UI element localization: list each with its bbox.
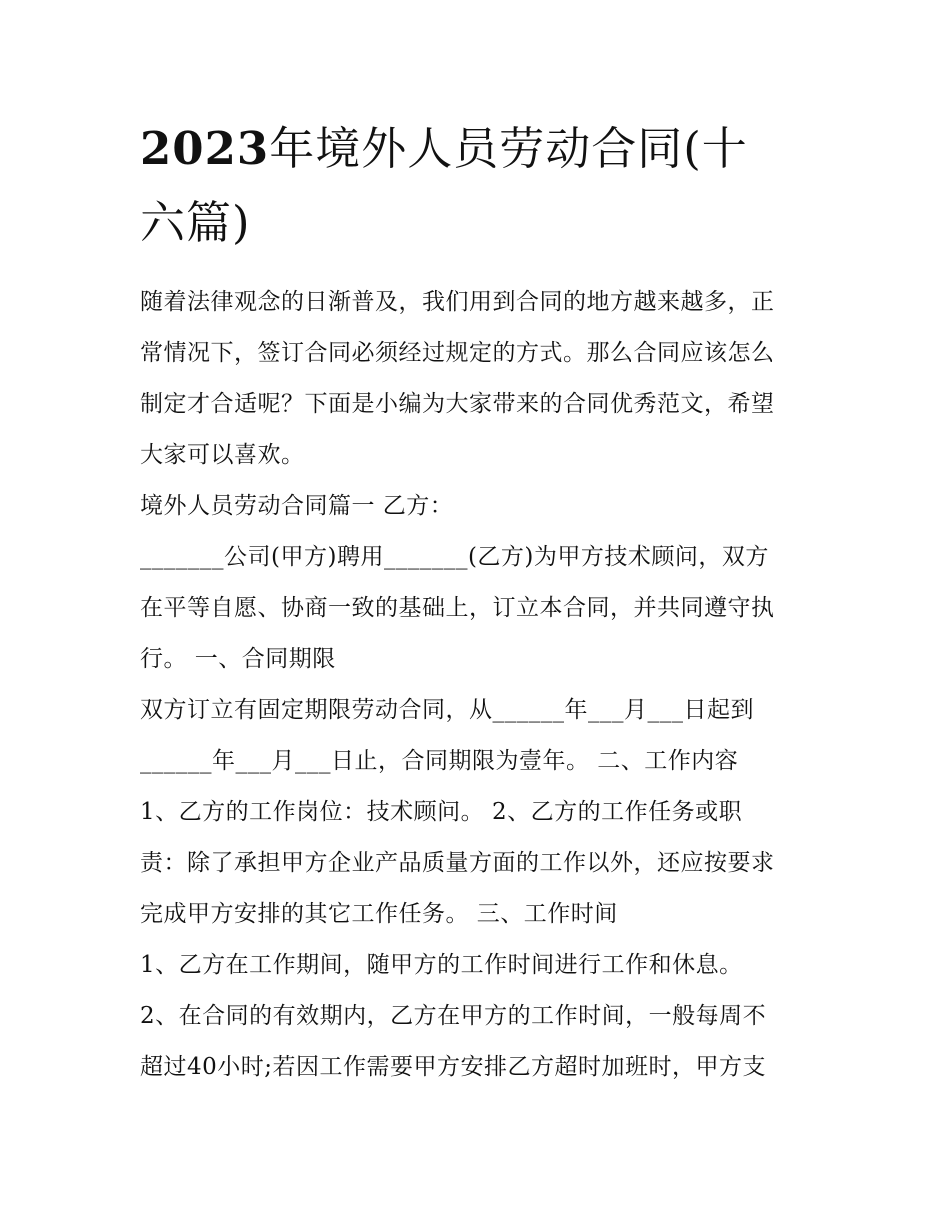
text-line: 超过40小时;若因工作需要甲方安排乙方超时加班时，甲方支	[140, 1054, 767, 1080]
document-title	[140, 112, 810, 260]
section-heading-line: 境外人员劳动合同篇一 乙方：	[140, 493, 454, 519]
text-line: 1、乙方在工作期间，随甲方的工作时间进行工作和休息。	[140, 952, 743, 978]
text-line: 责：除了承担甲方企业产品质量方面的工作以外，还应按要求	[140, 850, 775, 876]
document-body	[140, 277, 816, 1093]
text-line: 在平等自愿、协商一致的基础上，订立本合同，并共同遵守执	[140, 595, 775, 621]
text-line: 1、乙方的工作岗位：技术顾问。 2、乙方的工作任务或职	[140, 799, 743, 825]
text-line: 制定才合适呢？下面是小编为大家带来的合同优秀范文，希望	[140, 391, 775, 417]
title-year: 2023	[140, 122, 270, 175]
text-line: 随着法律观念的日渐普及，我们用到合同的地方越来越多，正	[140, 289, 775, 315]
text-line: 大家可以喜欢。	[140, 442, 305, 468]
text-line: ______年___月___日止，合同期限为壹年。 二、工作内容	[140, 748, 739, 774]
text-line: 双方订立有固定期限劳动合同，从______年___月___日起到	[140, 697, 754, 723]
text-line: 完成甲方安排的其它工作任务。 三、工作时间	[140, 901, 618, 927]
title-line1-rest: 年境外人员劳动合同(十	[269, 122, 748, 175]
text-line: _______公司(甲方)聘用_______(乙方)为甲方技术顾问，双方	[140, 544, 769, 570]
title-line2: 六篇)	[140, 196, 251, 249]
text-line: 2、在合同的有效期内，乙方在甲方的工作时间，一般每周不	[140, 1003, 767, 1029]
text-line: 常情况下，签订合同必须经过规定的方式。那么合同应该怎么	[140, 340, 775, 366]
text-line: 行。 一、合同期限	[140, 646, 336, 672]
